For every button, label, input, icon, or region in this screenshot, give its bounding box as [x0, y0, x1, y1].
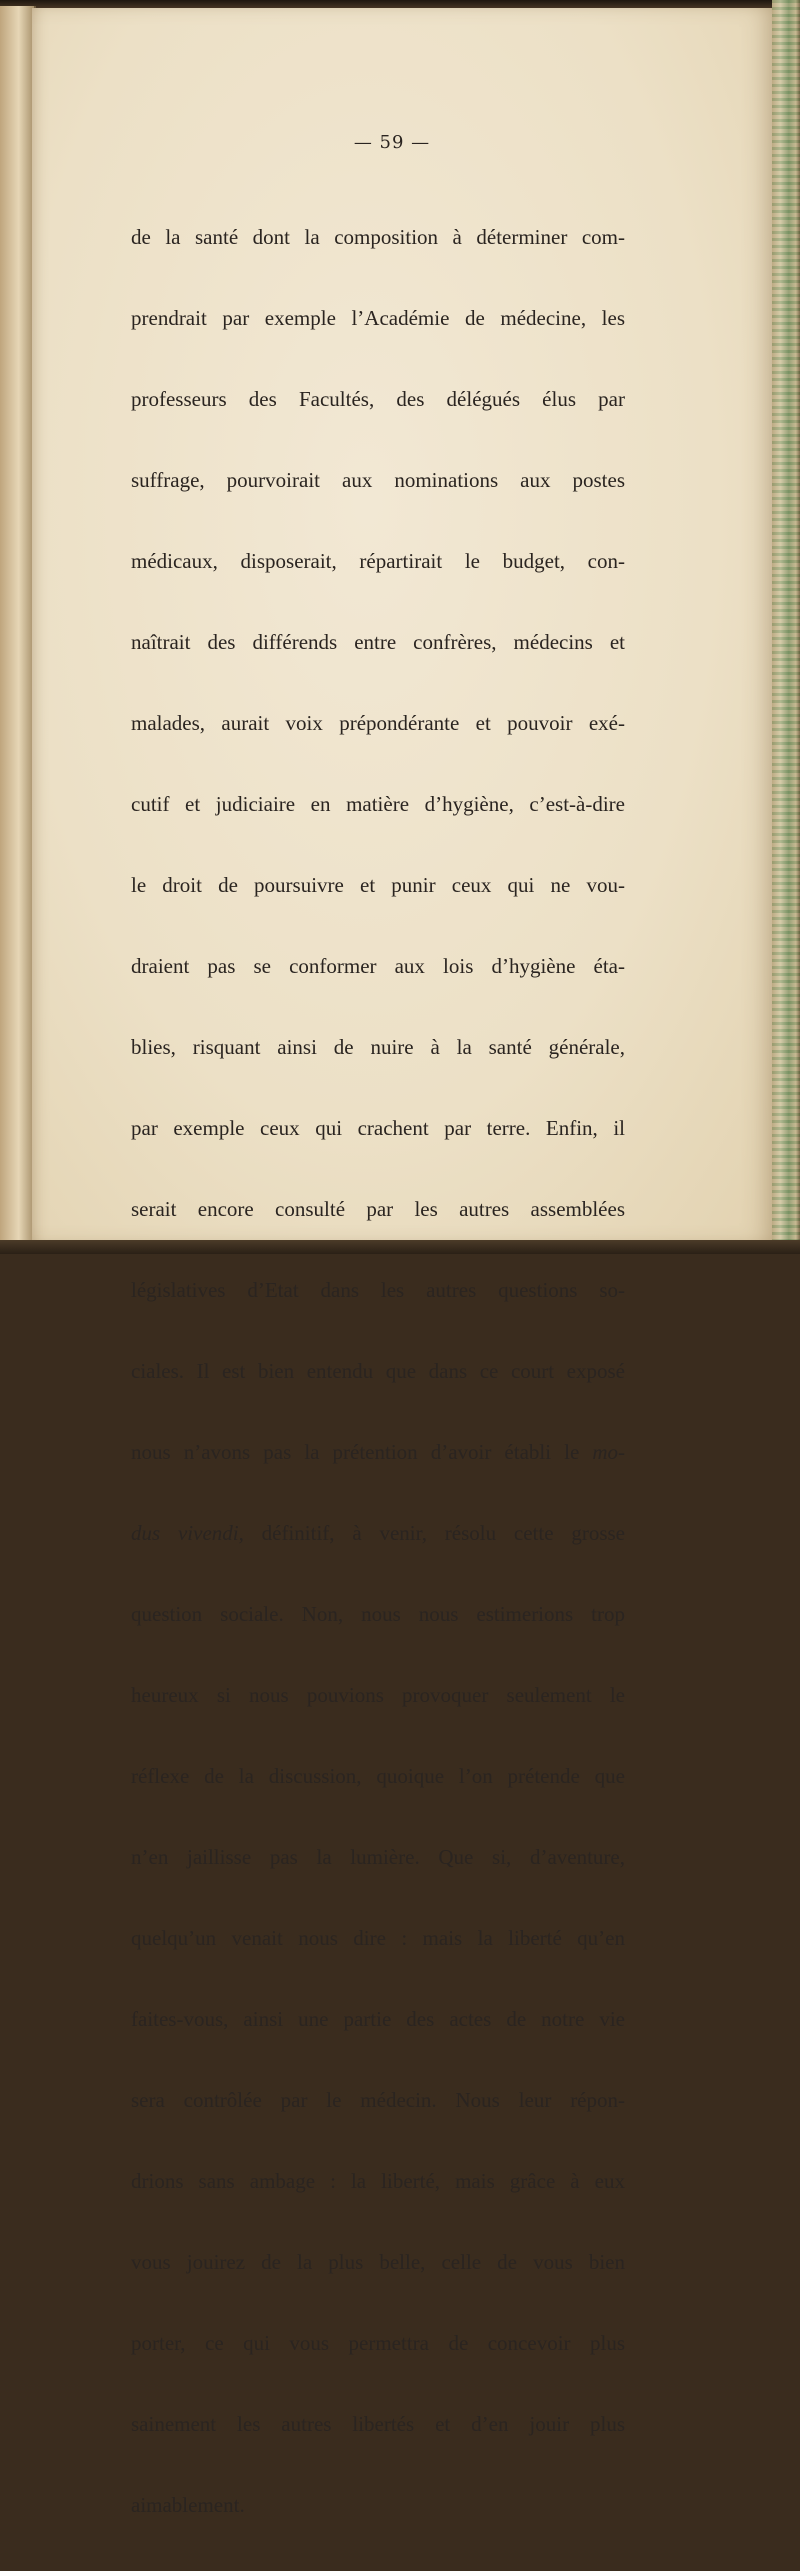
text-line: suffrage, pourvoirait aux nominations aux postes: [131, 468, 625, 492]
italic-term: dus vivendi,: [131, 1521, 244, 1545]
text-line: porter, ce qui vous permettra de concevoir plus: [131, 2331, 625, 2355]
text-line: blies, risquant ainsi de nuire à la santé générale,: [131, 1035, 625, 1059]
text-line: ciales. Il est bien entendu que dans ce court exposé: [131, 1359, 625, 1383]
text-line-with-italic: [131, 1437, 625, 1468]
text-line: malades, aurait voix prépondérante et pouvoir exé-: [131, 711, 625, 735]
page-number: — 59 —: [353, 132, 431, 153]
text-line: vous jouirez de la plus belle, celle de vous bien: [131, 2250, 625, 2274]
text-line: médicaux, disposerait, répartirait le budget, con-: [131, 549, 625, 573]
text-segment: définitif, à venir, résolu cette grosse: [243, 1521, 625, 1545]
text-line-last: aimablement.: [131, 2493, 245, 2517]
text-line: quelqu’un venait nous dire : mais la liberté qu’en: [131, 1926, 625, 1950]
text-line: n’en jaillisse pas la lumière. Que si, d’aventure,: [131, 1845, 625, 1869]
text-line: draient pas se conformer aux lois d’hygiène éta-: [131, 954, 625, 978]
italic-term: mo-: [592, 1440, 626, 1464]
text-line: sera contrôlée par le médecin. Nous leur répon-: [131, 2088, 625, 2112]
text-line: par exemple ceux qui crachent par terre. Enfin, il: [131, 1116, 625, 1140]
text-line: de la santé dont la composition à déterminer com-: [131, 225, 625, 249]
text-line: le droit de poursuivre et punir ceux qui ne vou-: [131, 873, 625, 897]
text-line: question sociale. Non, nous nous estimerions trop: [131, 1602, 625, 1626]
text-segment: nous n’avons pas la prétention d’avoir établi le: [131, 1440, 580, 1464]
text-line: sainement les autres libertés et d’en jouir plus: [131, 2412, 625, 2436]
text-line: naîtrait des différends entre confrères, médecins et: [131, 630, 625, 654]
text-line: serait encore consulté par les autres assemblées: [131, 1197, 625, 1221]
text-line: professeurs des Facultés, des délégués élus par: [131, 387, 625, 411]
book-spine-edge: [772, 0, 800, 1254]
text-line: prendrait par exemple l’Académie de médecine, les: [131, 306, 625, 330]
left-page-edge: [0, 6, 36, 1244]
text-line: heureux si nous pouvions provoquer seulement le: [131, 1683, 625, 1707]
text-line-with-italic: [131, 1518, 625, 1549]
text-line: faites-vous, ainsi une partie des actes de notre vie: [131, 2007, 625, 2031]
text-line: législatives d’Etat dans les autres questions so-: [131, 1278, 625, 1302]
body-paragraph: [131, 172, 625, 2571]
text-line: réflexe de la discussion, quoique l’on prétende que: [131, 1764, 625, 1788]
text-line: drions sans ambage : la liberté, mais grâce à eux: [131, 2169, 625, 2193]
text-line: cutif et judiciaire en matière d’hygiène, c’est-à-dire: [131, 792, 625, 816]
